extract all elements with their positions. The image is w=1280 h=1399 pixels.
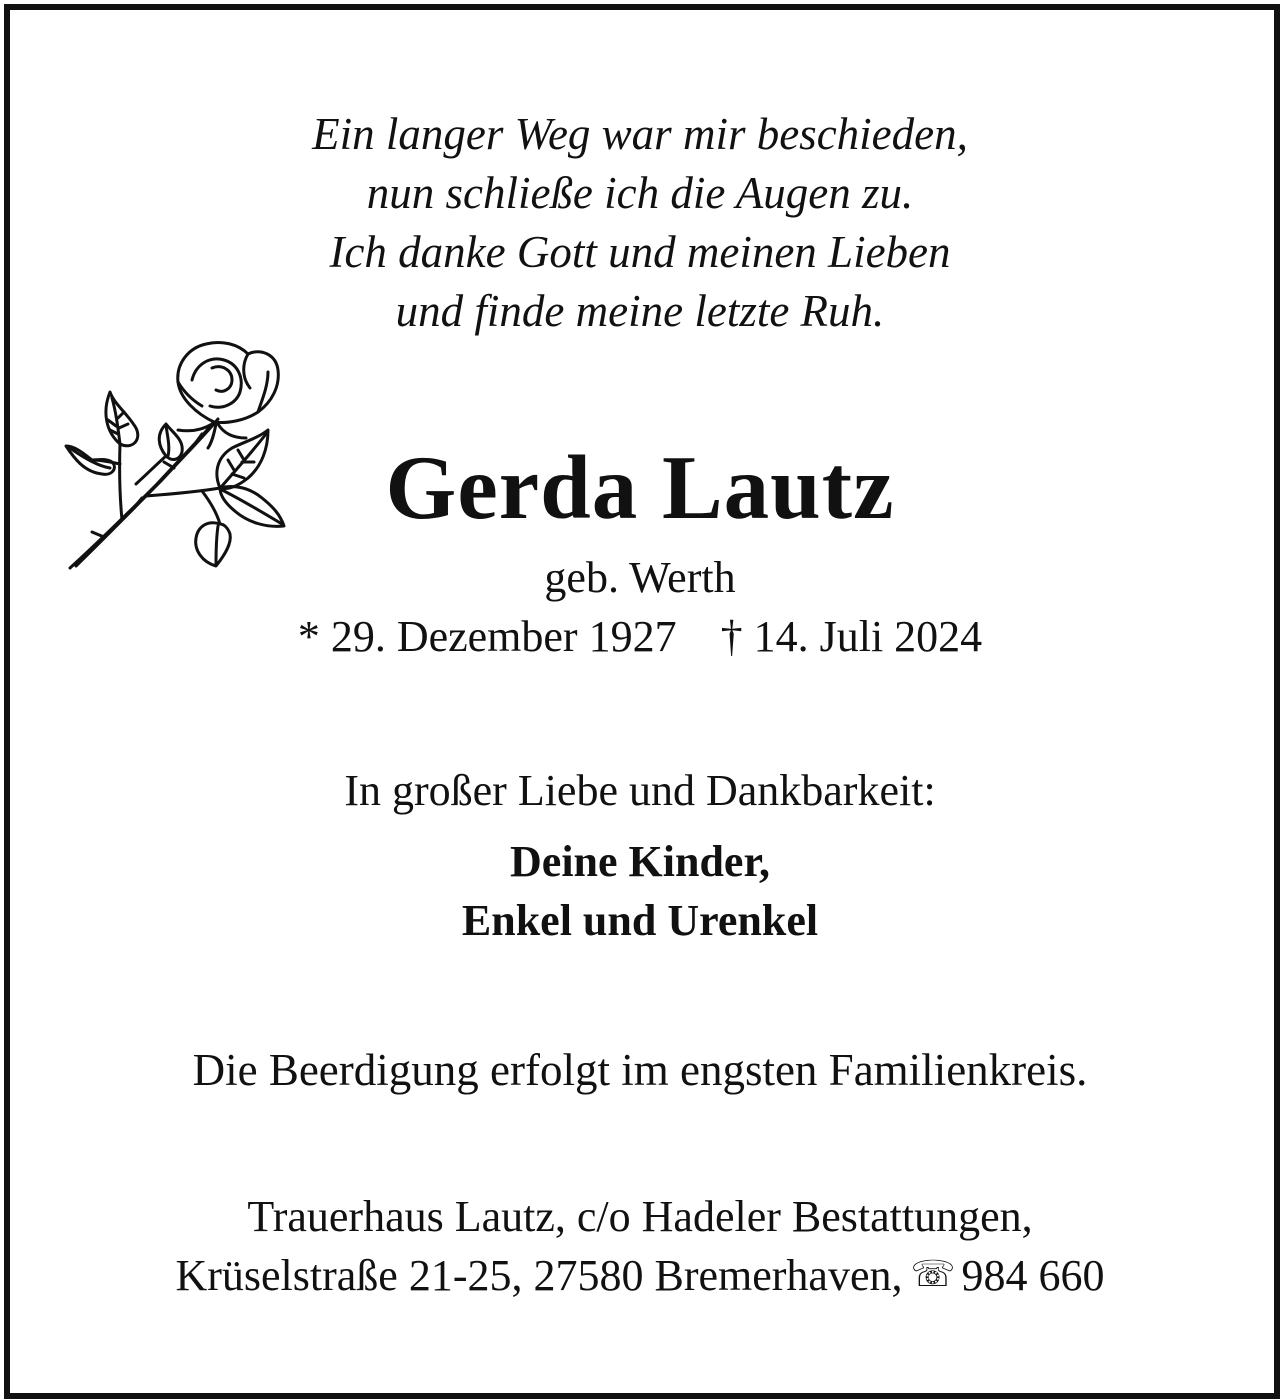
address-line-1: Trauerhaus Lautz, c/o Hadeler Bestattungen, (247, 1192, 1033, 1241)
birth-date: * 29. Dezember 1927 (297, 612, 677, 661)
mourners-line-1: Deine Kinder, (510, 837, 770, 886)
maiden-name: geb. Werth (544, 553, 736, 602)
verse-line-4: und finde meine letzte Ruh. (395, 286, 885, 336)
death-date: † 14. Juli 2024 (720, 612, 983, 661)
street-city: Krüselstraße 21-25, 27580 Bremerhaven, (175, 1251, 903, 1300)
mourners-intro: In großer Liebe und Dankbarkeit: (344, 766, 936, 815)
life-dates (0, 612, 1280, 661)
verse-line-2: nun schließe ich die Augen zu. (366, 168, 914, 218)
funeral-note: Die Beerdigung erfolgt im engsten Familienkreis. (192, 1045, 1088, 1095)
address-line-2 (0, 1251, 1280, 1300)
phone-number: 984 660 (961, 1251, 1105, 1300)
mourners-line-2: Enkel und Urenkel (461, 896, 819, 945)
verse-line-3: Ich danke Gott und meinen Lieben (329, 227, 951, 277)
deceased-name: Gerda Lautz (385, 437, 895, 538)
telephone-icon: ☏ (910, 1254, 956, 1294)
verse-line-1: Ein langer Weg war mir beschieden, (312, 109, 968, 159)
